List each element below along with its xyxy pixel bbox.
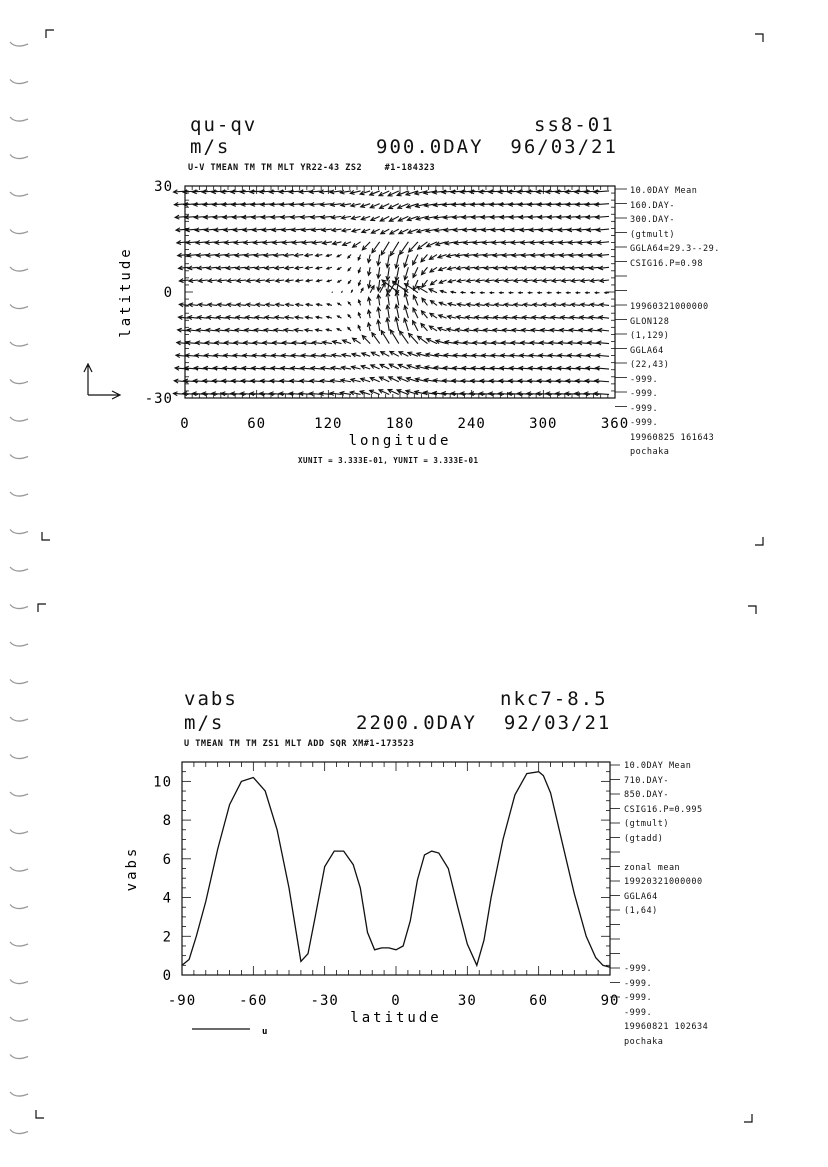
x-tick-label: 360	[600, 416, 630, 432]
y-tick-label: 0	[162, 968, 172, 984]
page1-line: -999.	[630, 418, 659, 428]
series-u-line	[182, 772, 610, 968]
y-tick-label: 4	[162, 890, 172, 907]
page1-line: GLON128	[630, 316, 670, 327]
page2-line: GGLA64	[624, 891, 658, 902]
y-tick-label: 30	[154, 179, 173, 195]
x-tick-label: -90	[167, 993, 197, 1009]
page1-line: -999.	[630, 389, 659, 399]
page1-line: (22,43)	[630, 360, 670, 370]
plot1-units: m/s	[190, 136, 231, 158]
page2-line: zonal mean	[624, 862, 681, 873]
x-tick-label: 60	[247, 416, 267, 432]
x-tick-label: 240	[457, 416, 486, 432]
page2-line: 19960821 102634	[624, 1022, 709, 1032]
plot2-day-date: 2200.0DAY 92/03/21	[356, 712, 612, 734]
page1-line: -999.	[630, 403, 659, 414]
page2-line: pochaka	[624, 1036, 664, 1047]
y-tick-label: 0	[163, 285, 173, 301]
page1-line: pochaka	[630, 447, 670, 457]
page1-line: 160.DAY-	[630, 200, 675, 211]
page1-line: 300.DAY-	[630, 215, 675, 225]
plot1-subtitle: U-V TMEAN TM TM MLT YR22-43 ZS2 #1-184323	[188, 163, 436, 173]
x-tick-label: 90	[600, 993, 620, 1009]
plot1-footnote: XUNIT = 3.333E-01, YUNIT = 3.333E-01	[298, 456, 479, 465]
plot2-subtitle: U TMEAN TM TM ZS1 MLT ADD SQR XM#1-173523	[184, 739, 415, 749]
page1-line: 10.0DAY Mean	[630, 186, 698, 196]
y-tick-label: 2	[162, 929, 172, 946]
plot2-title-left: vabs	[184, 688, 238, 710]
page2-line: -999.	[624, 993, 653, 1003]
page1-line: (1,129)	[630, 331, 670, 341]
plot1-title-left: qu-qv	[190, 114, 258, 136]
page2-line: CSIG16.P=0.995	[624, 804, 703, 815]
y-axis-label: latitude	[118, 246, 134, 338]
page2-line: (gtmult)	[624, 819, 669, 829]
x-tick-label: 180	[385, 416, 415, 432]
page2-line: 10.0DAY Mean	[624, 761, 692, 771]
x-tick-label: 60	[529, 993, 549, 1009]
x-axis-label: longitude	[348, 433, 452, 449]
y-tick-label: 6	[162, 851, 172, 868]
page1-line: 19960825 161643	[630, 432, 715, 443]
x-tick-label: 120	[314, 416, 343, 432]
x-axis-label: latitude	[350, 1010, 442, 1026]
legend-label: u	[262, 1027, 268, 1037]
plot1-title-right: ss8-01	[534, 114, 615, 136]
x-tick-label: 30	[457, 993, 477, 1009]
page2-line: -999.	[624, 1007, 653, 1018]
page1-line: GGLA64=29.3--29.	[630, 244, 720, 254]
page2-line: (gtadd)	[624, 833, 664, 844]
page2-line: 710.DAY-	[624, 775, 669, 786]
plot2-units: m/s	[184, 712, 225, 734]
page1-line: -999.	[630, 374, 659, 385]
x-tick-label: -60	[239, 993, 268, 1009]
x-tick-label: 300	[529, 416, 558, 432]
x-tick-label: 0	[391, 993, 401, 1009]
page1-line: 19960321000000	[630, 302, 709, 312]
page2-line: (1,64)	[624, 906, 658, 916]
page2-line: 19920321000000	[624, 877, 703, 887]
page2-line: -999.	[624, 978, 653, 989]
page2-line: -999.	[624, 964, 653, 974]
y-tick-label: 8	[162, 813, 172, 830]
x-tick-label: 0	[180, 416, 190, 432]
page1-line: (gtmult)	[630, 229, 675, 240]
plot1-day-date: 900.0DAY 96/03/21	[376, 136, 618, 158]
x-tick-label: -30	[310, 993, 339, 1009]
plot2-title-right: nkc7-8.5	[500, 688, 608, 710]
page1-line: GGLA64	[630, 345, 664, 356]
y-tick-label: -30	[144, 391, 173, 407]
y-tick-label: 10	[153, 774, 172, 791]
page2-line: 850.DAY-	[624, 790, 669, 800]
page1-line: CSIG16.P=0.98	[630, 258, 704, 269]
line-frame	[182, 762, 610, 975]
y-axis-label: vabs	[124, 845, 140, 892]
